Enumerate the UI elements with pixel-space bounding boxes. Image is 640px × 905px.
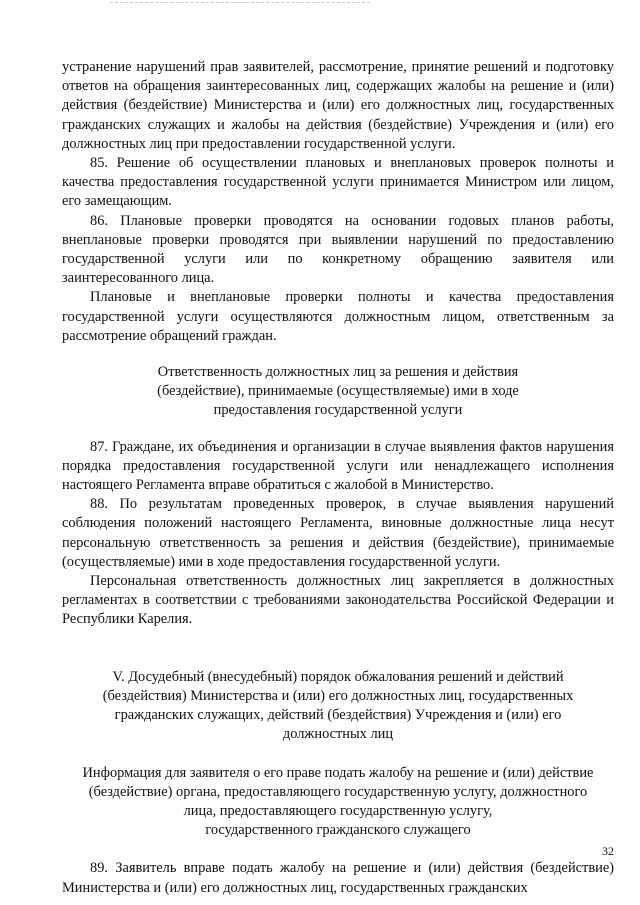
- heading-line: должностных лиц: [282, 726, 394, 743]
- page-number: 32: [602, 844, 614, 858]
- heading-line: предоставления государственной услуги: [213, 402, 463, 419]
- section-heading-responsibility: [62, 363, 614, 421]
- heading-line: Информация для заявителя о его праве подать жалобу на решение и (или) действие: [82, 764, 594, 781]
- heading-line: Ответственность должностных лиц за решения и действия: [157, 364, 519, 381]
- heading-line: гражданских служащих, действий (бездействия) Учреждения и (или) его: [114, 707, 562, 724]
- heading-line: лица, предоставляющего государственную услугу,: [183, 802, 493, 819]
- heading-line: V. Досудебный (внесудебный) порядок обжалования решений и действий: [112, 668, 564, 685]
- chapter-heading-v: [62, 668, 614, 745]
- heading-line: государственного гражданского служащего: [205, 822, 471, 839]
- scan-top-edge: [110, 2, 370, 3]
- paragraph-88: 88. По результатам проведенных проверок, в случае выявления нарушений соблюдения положений настоящего Регламента, виновные должностные лица несут персональную ответственность за решения и действия (бездействие), принимаемые (осуществляемые) ими в ходе предоставления государственной услуги.: [62, 496, 614, 570]
- paragraph-planned-checks: Плановые и внеплановые проверки полноты и качества предоставления государственной услуги осуществляются должностным лицом, ответственным за рассмотрение обращений граждан.: [62, 289, 614, 344]
- paragraph-personal-responsibility: Персональная ответственность должностных лиц закрепляется в должностных регламентах в соответствии с требованиями законодательства Российской Федерации и Республики Карелия.: [62, 573, 614, 628]
- paragraph-86: 86. Плановые проверки проводятся на основании годовых планов работы, внеплановые проверки проводятся при выявлении нарушений по предоставлению государственной услуги или по конкретному обращению заявителя или заинтересованного лица.: [62, 212, 614, 287]
- paragraph-87: 87. Граждане, их объединения и организации в случае выявления фактов нарушения порядка предоставления государственной услуги или ненадлежащего исполнения настоящего Регламента вправе обратиться с жалобой в Министерство.: [62, 438, 614, 494]
- heading-line: (бездействие), принимаемые (осуществляемые) ими в ходе: [157, 383, 519, 400]
- document-body: [62, 58, 614, 898]
- heading-line: (бездействие) органа, предоставляющего государственную услугу, должностного: [88, 783, 588, 800]
- paragraph-89: 89. Заявитель вправе подать жалобу на решение и (или) действия (бездействие) Министерства и (или) его должностных лиц, государственных гражданских: [62, 860, 614, 896]
- heading-line: (бездействия) Министерства и (или) его должностных лиц, государственных: [102, 687, 574, 704]
- section-heading-complaint-right: [62, 764, 614, 841]
- paragraph-continuation: устранение нарушений прав заявителей, рассмотрение, принятие решений и подготовку ответов на обращения заинтересованных лиц, содержащих жалобы на решение и (или) действия (бездействие) Министерства и (или) его должностных лиц, государственных гражданских служащих и жалобы на действия (бездействие) Учреждения и (или) его должностных лиц при предоставлении государственной услуги.: [62, 59, 614, 152]
- paragraph-85: 85. Решение об осуществлении плановых и внеплановых проверок полноты и качества предоставления государственной услуги принимается Министром или лицом, его замещающим.: [62, 155, 614, 210]
